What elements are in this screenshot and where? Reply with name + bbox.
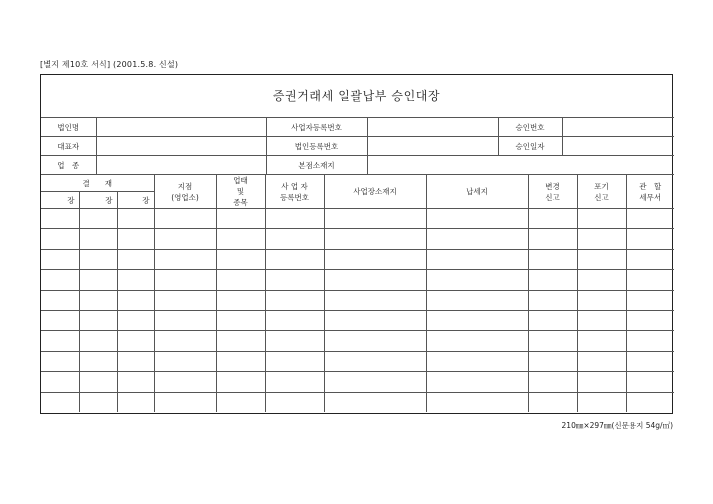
table-cell[interactable] <box>265 372 324 392</box>
table-cell[interactable] <box>577 270 626 290</box>
table-cell[interactable] <box>426 209 528 229</box>
field-head-office[interactable] <box>367 156 674 175</box>
table-cell[interactable] <box>79 249 117 269</box>
table-cell[interactable] <box>154 351 216 371</box>
table-cell[interactable] <box>626 249 674 269</box>
table-cell[interactable] <box>154 310 216 330</box>
paper-spec-footnote: 210㎜×297㎜(신문용지 54g/㎡) <box>561 421 673 430</box>
table-cell[interactable] <box>216 270 265 290</box>
table-cell[interactable] <box>79 331 117 351</box>
table-cell[interactable] <box>117 351 154 371</box>
field-approval-date[interactable] <box>562 137 674 156</box>
field-corp-reg-no[interactable] <box>367 137 498 156</box>
table-cell[interactable] <box>216 331 265 351</box>
table-cell[interactable] <box>426 229 528 249</box>
company-info-table <box>41 117 674 175</box>
table-row <box>41 331 674 351</box>
table-cell[interactable] <box>79 270 117 290</box>
grid-header-row-1 <box>41 175 674 192</box>
table-cell[interactable] <box>577 249 626 269</box>
table-cell[interactable] <box>577 392 626 412</box>
table-cell[interactable] <box>426 270 528 290</box>
info-row-representative <box>41 137 674 156</box>
table-cell[interactable] <box>324 229 426 249</box>
label-representative: 대표자 <box>41 137 96 156</box>
table-cell[interactable] <box>79 372 117 392</box>
label-head-office: 본점소재지 <box>266 156 367 175</box>
header-tax-office: 관 할 세무서 <box>626 175 674 209</box>
table-cell[interactable] <box>154 229 216 249</box>
table-cell[interactable] <box>79 310 117 330</box>
table-cell[interactable] <box>426 331 528 351</box>
table-cell[interactable] <box>216 372 265 392</box>
table-cell[interactable] <box>41 290 79 310</box>
table-row <box>41 229 674 249</box>
field-representative[interactable] <box>96 137 266 156</box>
header-business-type: 업태 및 종목 <box>216 175 265 209</box>
table-cell[interactable] <box>216 290 265 310</box>
register-form <box>40 74 673 414</box>
grid-body <box>41 209 674 412</box>
table-row <box>41 290 674 310</box>
table-cell[interactable] <box>324 270 426 290</box>
table-cell[interactable] <box>324 372 426 392</box>
form-title: 증권거래세 일괄납부 승인대장 <box>272 89 441 103</box>
label-corp-reg-no: 법인등록번호 <box>266 137 367 156</box>
table-cell[interactable] <box>626 372 674 392</box>
table-cell[interactable] <box>216 392 265 412</box>
info-row-industry <box>41 156 674 175</box>
table-cell[interactable] <box>154 392 216 412</box>
table-cell[interactable] <box>528 270 577 290</box>
label-approval-no: 승인번호 <box>498 118 562 137</box>
table-cell[interactable] <box>79 229 117 249</box>
label-industry: 업 종 <box>41 156 96 175</box>
table-cell[interactable] <box>324 392 426 412</box>
header-approval-col-2: 장 <box>79 192 117 209</box>
table-cell[interactable] <box>528 229 577 249</box>
table-cell[interactable] <box>41 392 79 412</box>
table-cell[interactable] <box>79 351 117 371</box>
table-cell[interactable] <box>528 209 577 229</box>
field-industry[interactable] <box>96 156 266 175</box>
label-company-name: 법인명 <box>41 118 96 137</box>
table-row <box>41 209 674 229</box>
table-row <box>41 351 674 371</box>
table-cell[interactable] <box>117 229 154 249</box>
table-cell[interactable] <box>154 290 216 310</box>
table-cell[interactable] <box>626 351 674 371</box>
table-cell[interactable] <box>577 209 626 229</box>
table-cell[interactable] <box>265 392 324 412</box>
table-cell[interactable] <box>324 249 426 269</box>
table-cell[interactable] <box>577 290 626 310</box>
table-row <box>41 270 674 290</box>
table-cell[interactable] <box>79 290 117 310</box>
table-cell[interactable] <box>626 270 674 290</box>
table-cell[interactable] <box>216 351 265 371</box>
table-cell[interactable] <box>626 392 674 412</box>
table-cell[interactable] <box>41 270 79 290</box>
table-cell[interactable] <box>577 372 626 392</box>
table-cell[interactable] <box>626 229 674 249</box>
table-cell[interactable] <box>117 331 154 351</box>
table-cell[interactable] <box>528 310 577 330</box>
table-cell[interactable] <box>426 290 528 310</box>
header-approval-col-1: 장 <box>41 192 79 209</box>
field-business-reg-no[interactable] <box>367 118 498 137</box>
table-row <box>41 392 674 412</box>
table-cell[interactable] <box>41 209 79 229</box>
table-cell[interactable] <box>265 270 324 290</box>
table-cell[interactable] <box>41 229 79 249</box>
table-cell[interactable] <box>117 270 154 290</box>
table-cell[interactable] <box>426 372 528 392</box>
table-cell[interactable] <box>528 290 577 310</box>
table-cell[interactable] <box>216 229 265 249</box>
table-cell[interactable] <box>79 392 117 412</box>
table-cell[interactable] <box>154 209 216 229</box>
table-cell[interactable] <box>117 290 154 310</box>
field-company-name[interactable] <box>96 118 266 137</box>
table-cell[interactable] <box>117 249 154 269</box>
info-row-company <box>41 118 674 137</box>
table-cell[interactable] <box>626 209 674 229</box>
table-cell[interactable] <box>41 310 79 330</box>
table-cell[interactable] <box>577 310 626 330</box>
table-cell[interactable] <box>79 209 117 229</box>
header-taxpayer: 납세지 <box>426 175 528 209</box>
table-cell[interactable] <box>528 372 577 392</box>
table-cell[interactable] <box>426 351 528 371</box>
table-cell[interactable] <box>528 351 577 371</box>
header-biz-reg-no: 사 업 자 등록번호 <box>265 175 324 209</box>
field-approval-no[interactable] <box>562 118 674 137</box>
table-cell[interactable] <box>265 249 324 269</box>
table-cell[interactable] <box>626 290 674 310</box>
table-cell[interactable] <box>265 290 324 310</box>
table-cell[interactable] <box>154 331 216 351</box>
table-cell[interactable] <box>154 270 216 290</box>
table-row <box>41 249 674 269</box>
table-cell[interactable] <box>577 229 626 249</box>
table-cell[interactable] <box>528 331 577 351</box>
table-cell[interactable] <box>324 351 426 371</box>
table-cell[interactable] <box>265 310 324 330</box>
table-cell[interactable] <box>626 310 674 330</box>
table-cell[interactable] <box>324 331 426 351</box>
form-reference: [별지 제10호 서식] (2001.5.8. 신설) <box>40 60 179 69</box>
header-branch: 지점 (영업소) <box>154 175 216 209</box>
table-cell[interactable] <box>154 249 216 269</box>
table-cell[interactable] <box>265 209 324 229</box>
table-cell[interactable] <box>324 209 426 229</box>
table-cell[interactable] <box>117 372 154 392</box>
table-row <box>41 310 674 330</box>
table-cell[interactable] <box>426 310 528 330</box>
table-cell[interactable] <box>265 351 324 371</box>
table-cell[interactable] <box>117 209 154 229</box>
table-cell[interactable] <box>426 249 528 269</box>
header-approval-col-3: 장 <box>117 192 154 209</box>
table-cell[interactable] <box>154 372 216 392</box>
header-waiver-report: 포기 신고 <box>577 175 626 209</box>
table-cell[interactable] <box>265 229 324 249</box>
table-cell[interactable] <box>577 351 626 371</box>
table-cell[interactable] <box>117 392 154 412</box>
table-cell[interactable] <box>528 249 577 269</box>
table-cell[interactable] <box>265 331 324 351</box>
table-cell[interactable] <box>117 310 154 330</box>
header-change-report: 변경 신고 <box>528 175 577 209</box>
table-cell[interactable] <box>41 331 79 351</box>
label-approval-date: 승인일자 <box>498 137 562 156</box>
header-approval: 결 재 <box>41 175 154 192</box>
table-cell[interactable] <box>577 331 626 351</box>
table-cell[interactable] <box>41 249 79 269</box>
table-cell[interactable] <box>626 331 674 351</box>
table-cell[interactable] <box>426 392 528 412</box>
table-row <box>41 372 674 392</box>
table-cell[interactable] <box>528 392 577 412</box>
register-grid <box>41 174 674 412</box>
table-cell[interactable] <box>216 209 265 229</box>
table-cell[interactable] <box>324 290 426 310</box>
label-business-reg-no: 사업자등록번호 <box>266 118 367 137</box>
table-cell[interactable] <box>216 249 265 269</box>
table-cell[interactable] <box>41 372 79 392</box>
table-cell[interactable] <box>324 310 426 330</box>
header-location: 사업장소재지 <box>324 175 426 209</box>
table-cell[interactable] <box>41 351 79 371</box>
table-cell[interactable] <box>216 310 265 330</box>
